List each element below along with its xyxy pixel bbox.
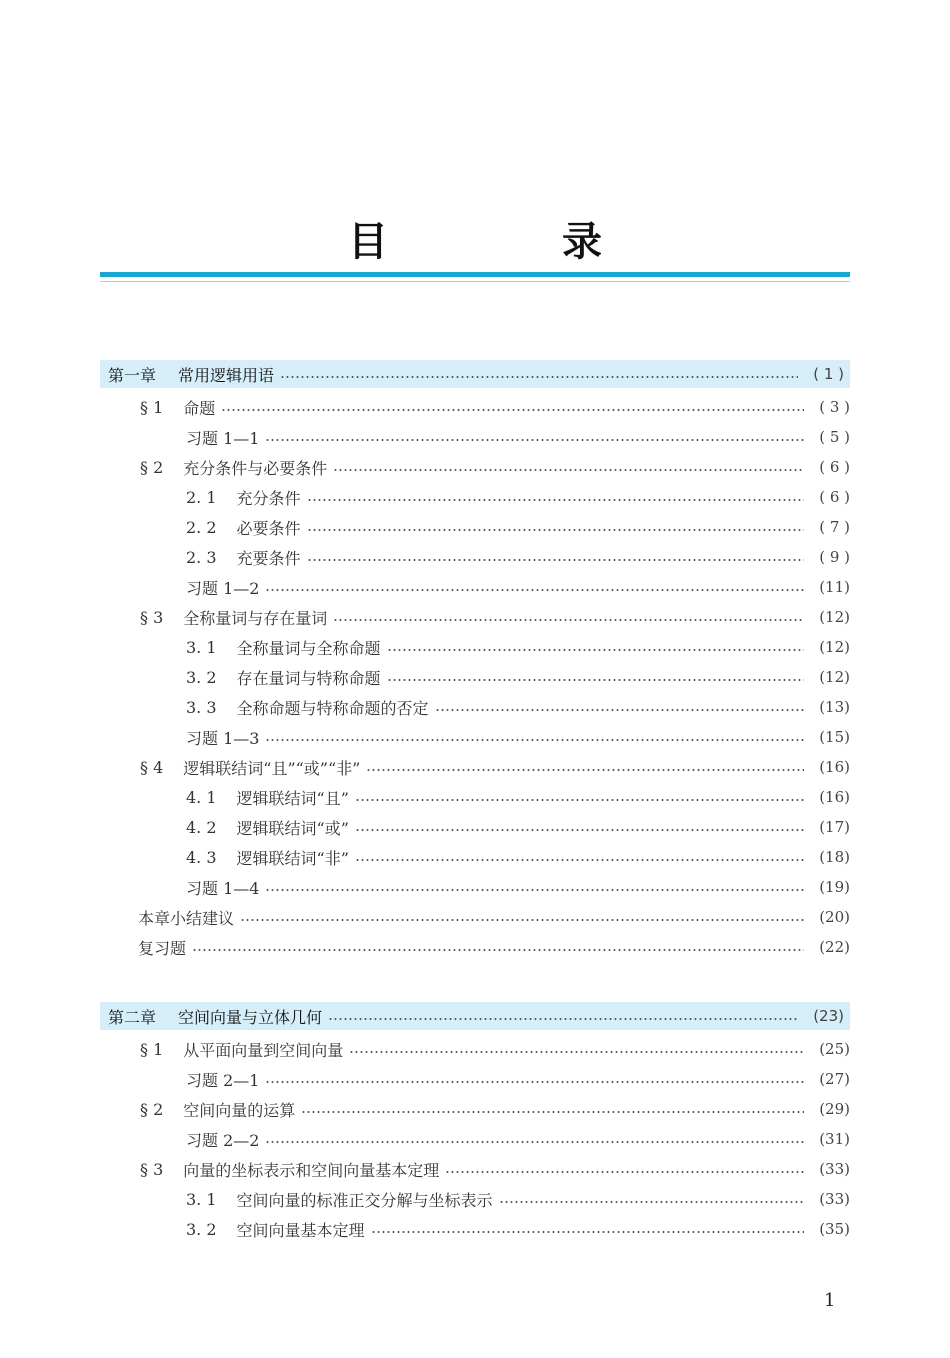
toc-entry[interactable] — [186, 814, 850, 840]
toc-entry-label: 习题 1—4 — [186, 878, 260, 898]
toc-entry-label: 空间向量基本定理 — [236, 1220, 365, 1240]
dot-leader — [333, 469, 804, 471]
toc-entry-number: 2. 2 — [186, 517, 217, 537]
toc-entry-number: 4. 2 — [186, 817, 217, 837]
page-title: 目 录 — [348, 219, 682, 265]
toc-entry[interactable] — [140, 604, 850, 630]
toc-entry-number: § 3 — [140, 607, 164, 627]
toc-entry-label: 全称命题与特称命题的否定 — [236, 698, 429, 718]
toc-entry-page: (18) — [819, 848, 850, 866]
toc-entry[interactable] — [186, 844, 850, 870]
toc-entry-number: § 2 — [140, 457, 164, 477]
toc-entry[interactable] — [186, 1186, 850, 1212]
toc-entry-page: (23) — [813, 1007, 844, 1025]
toc-chapter[interactable] — [100, 360, 850, 388]
dot-leader — [387, 679, 804, 681]
toc-entry-label: 复习题 — [138, 938, 187, 958]
toc-entry-page: (16) — [819, 758, 850, 776]
toc-entry-page: (29) — [819, 1100, 850, 1118]
toc-entry-page: (17) — [819, 818, 850, 836]
dot-leader — [265, 739, 804, 741]
toc-entry-page: (31) — [819, 1130, 850, 1148]
title-divider-thin — [100, 281, 850, 282]
toc-entry[interactable] — [186, 664, 850, 690]
toc-entry[interactable] — [186, 1216, 850, 1242]
toc-entry-page: ( 6 ) — [819, 458, 850, 476]
toc-entry-page: (22) — [819, 938, 850, 956]
toc-entry-number: § 1 — [140, 397, 164, 417]
dot-leader — [387, 649, 804, 651]
toc-entry[interactable] — [186, 1066, 850, 1092]
toc-entry-page: (12) — [819, 608, 850, 626]
toc-entry-number: 3. 1 — [186, 637, 217, 657]
toc-entry-number: 第二章 — [108, 1007, 157, 1027]
toc-entry-label: 充分条件与必要条件 — [183, 458, 328, 478]
dot-leader — [265, 1081, 804, 1083]
dot-leader — [265, 1141, 804, 1143]
toc-entry-page: ( 3 ) — [819, 398, 850, 416]
toc-entry-label: 空间向量与立体几何 — [178, 1007, 323, 1027]
toc-entry-label: 全称量词与存在量词 — [183, 608, 328, 628]
dot-leader — [355, 859, 804, 861]
toc-entry-number: 2. 3 — [186, 547, 217, 567]
toc-entry[interactable] — [186, 484, 850, 510]
toc-entry-number: 2. 1 — [186, 487, 217, 507]
toc-entry-page: (35) — [819, 1220, 850, 1238]
toc-entry-label: 向量的坐标表示和空间向量基本定理 — [183, 1160, 440, 1180]
toc-entry[interactable] — [186, 514, 850, 540]
toc-entry-number: 3. 1 — [186, 1189, 217, 1209]
toc-entry-page: ( 1 ) — [813, 365, 844, 383]
toc-entry-label: 空间向量的运算 — [183, 1100, 296, 1120]
dot-leader — [371, 1231, 804, 1233]
dot-leader — [328, 1018, 798, 1020]
toc-entry-page: (33) — [819, 1160, 850, 1178]
toc-entry-page: (20) — [819, 908, 850, 926]
toc-entry-number: 4. 1 — [186, 787, 217, 807]
dot-leader — [445, 1171, 804, 1173]
toc-entry[interactable] — [140, 454, 850, 480]
toc-entry-label: 常用逻辑用语 — [178, 365, 275, 385]
dot-leader — [355, 799, 804, 801]
dot-leader — [499, 1201, 804, 1203]
toc-entry-page: ( 9 ) — [819, 548, 850, 566]
toc-entry[interactable] — [186, 544, 850, 570]
toc-entry[interactable] — [138, 934, 850, 960]
toc-entry[interactable] — [140, 1036, 850, 1062]
toc-entry-label: 本章小结建议 — [138, 908, 235, 928]
toc-entry-number: § 3 — [140, 1159, 164, 1179]
toc-entry-label: 必要条件 — [236, 518, 301, 538]
dot-leader — [301, 1111, 804, 1113]
toc-entry-label: 习题 1—2 — [186, 578, 260, 598]
toc-entry-page: (11) — [819, 578, 850, 596]
toc-entry-number: § 1 — [140, 1039, 164, 1059]
toc-entry-page: ( 6 ) — [819, 488, 850, 506]
toc-entry-label: 逻辑联结词“非” — [236, 848, 349, 868]
toc-entry-label: 存在量词与特称命题 — [236, 668, 381, 688]
page-number: 1 — [824, 1290, 836, 1311]
toc-entry-label: 空间向量的标准正交分解与坐标表示 — [236, 1190, 493, 1210]
toc-entry-label: 习题 1—3 — [186, 728, 260, 748]
toc-entry-page: (12) — [819, 638, 850, 656]
toc-entry-number: 第一章 — [108, 365, 157, 385]
toc-entry[interactable] — [186, 784, 850, 810]
toc-entry[interactable] — [140, 394, 850, 420]
dot-leader — [355, 829, 804, 831]
toc-entry[interactable] — [186, 1126, 850, 1152]
dot-leader — [333, 619, 804, 621]
toc-entry-number: § 2 — [140, 1099, 164, 1119]
toc-entry-number: 3. 2 — [186, 667, 217, 687]
toc-entry[interactable] — [138, 904, 850, 930]
dot-leader — [307, 529, 804, 531]
toc-entry-number: § 4 — [140, 757, 164, 777]
toc-entry-number: 3. 2 — [186, 1219, 217, 1239]
toc-entry-label: 充分条件 — [236, 488, 301, 508]
toc-entry-page: (15) — [819, 728, 850, 746]
toc-entry-number: 3. 3 — [186, 697, 217, 717]
toc-entry[interactable] — [186, 694, 850, 720]
toc-entry[interactable] — [186, 574, 850, 600]
toc-entry-page: (25) — [819, 1040, 850, 1058]
toc-entry[interactable] — [186, 424, 850, 450]
dot-leader — [435, 709, 804, 711]
toc-entry-page: (16) — [819, 788, 850, 806]
toc-entry[interactable] — [140, 1156, 850, 1182]
dot-leader — [265, 589, 804, 591]
toc-entry-page: (19) — [819, 878, 850, 896]
toc-entry-page: (33) — [819, 1190, 850, 1208]
toc-entry-page: ( 7 ) — [819, 518, 850, 536]
toc-entry-label: 逻辑联结词“且”“或”“非” — [183, 758, 361, 778]
toc-entry-label: 习题 1—1 — [186, 428, 260, 448]
dot-leader — [265, 889, 804, 891]
toc-entry-label: 逻辑联结词“且” — [236, 788, 349, 808]
toc-entry-label: 全称量词与全称命题 — [236, 638, 381, 658]
toc-entry-label: 充要条件 — [236, 548, 301, 568]
dot-leader — [192, 949, 804, 951]
toc-entry-page: (12) — [819, 668, 850, 686]
toc-entry-label: 习题 2—2 — [186, 1130, 260, 1150]
toc-entry-page: (13) — [819, 698, 850, 716]
dot-leader — [221, 409, 804, 411]
toc-entry-number: 4. 3 — [186, 847, 217, 867]
dot-leader — [240, 919, 804, 921]
toc-entry[interactable] — [140, 754, 850, 780]
toc-entry[interactable] — [140, 1096, 850, 1122]
dot-leader — [366, 769, 804, 771]
title-divider — [100, 272, 850, 277]
toc-entry-page: (27) — [819, 1070, 850, 1088]
dot-leader — [280, 376, 798, 378]
dot-leader — [307, 559, 804, 561]
toc-entry[interactable] — [186, 874, 850, 900]
toc-entry-label: 从平面向量到空间向量 — [183, 1040, 344, 1060]
toc-chapter[interactable] — [100, 1002, 850, 1030]
dot-leader — [307, 499, 804, 501]
dot-leader — [265, 439, 804, 441]
toc-entry[interactable] — [186, 634, 850, 660]
toc-entry-label: 逻辑联结词“或” — [236, 818, 349, 838]
toc-entry-label: 习题 2—1 — [186, 1070, 260, 1090]
toc-entry[interactable] — [186, 724, 850, 750]
toc-entry-label: 命题 — [183, 398, 216, 418]
dot-leader — [349, 1051, 804, 1053]
toc-entry-page: ( 5 ) — [819, 428, 850, 446]
